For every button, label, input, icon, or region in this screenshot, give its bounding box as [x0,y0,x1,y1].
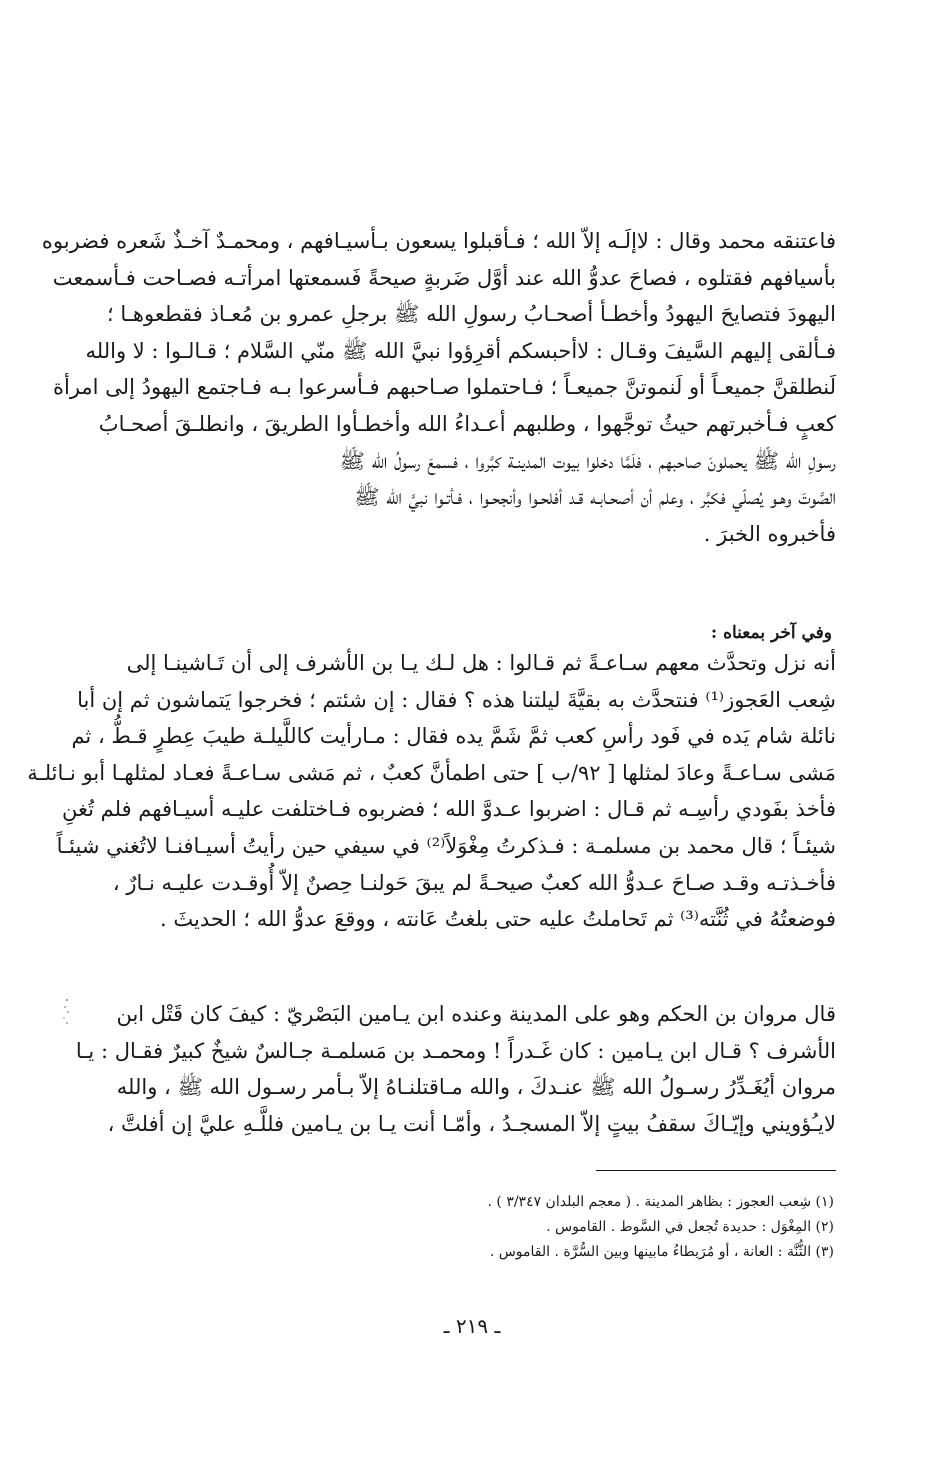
footnotes [234,1190,834,1265]
text-line: كعبٍ فـأخبرتهم حيثُ توجَّهوا ، وطلبهم أعـداءُ الله وأخطـأوا الطريقَ ، وانطلـقَ أصحـابُ [98,411,836,436]
text-line: رسولِ الله ﷺ يحملونَ صاحبهم ، فلَمَّا دخلوا بيوت المدينـة كبَّروا ، فسمعَ رسولُ الله ﷺ [339,448,836,473]
text-line: قال مروان بن الحكم وهو على المدينة وعنده ابن يـامين البَصْريّ : كيفَ كان قَتْل ابن [116,1002,836,1026]
text-line: نائلة شام يَده في فَود رأسِ كعب ثمَّ شَمَّ يده فقال : مـارأيت كاللَّيلـة طيبَ عِطرٍ قـطُّ ، ثم [71,724,836,749]
section-heading: وفي آخر بمعناه : [710,623,832,643]
footnote: (٣) الثُّنَّة : العانة ، أو مُرَيطاءُ مابينها وبين السُّرَّة . القاموس . [489,1244,834,1260]
text-line: مروان أيُغَـدِّرُ رسـولُ الله ﷺ عنـدكَ ، والله مـاقتلنـاهُ إلاّ بـأمر رسـول الله ﷺ ، والله [116,1075,836,1100]
text-line: لايـُؤويني وإيّـاكَ سقفُ بيتٍ إلاّ المسجـدُ ، وأمّـا أنت يـا بن يـامين فللَّـهِ عليَّ إن أفلتَّ ، [107,1111,836,1136]
paragraph-3 [75,996,836,1142]
text-line: شِعب العَجوز⁽¹⁾ فنتحدَّث به بقيَّةَ ليلتنا هذه ؟ فقال : إن شئتم ؛ فخرجوا يَتماشون ثم إن أبا [77,687,836,712]
text-line: لَنطلقنَّ جميعـاً أو لَنموتنَّ جميعـاً ؛ فـاحتملوا صـاحبهم فـأسرعوا بـه فـاجتمع اليهودُ إلى امرأة [53,375,836,400]
page-number: ـ ٢١٩ ـ [443,1314,501,1338]
text-line: بأسيافهم فقتلوه ، فصاحَ عدوُّ الله عند أوَّل ضَربةٍ صيحةً فَسمعتها امرأتـه فصـاحت فـأسمعت [52,265,836,290]
text-line: شيئـاً ؛ قال محمد بن مسلمـة : فـذكرتُ مِغْوَلاً⁽²⁾ في سيفي حين رأيتُ أسيـافنـا لاتُغني شيئـاً [56,833,836,858]
text-line: فاعتنقه محمد وقال : لاإلَـه إلاّ الله ؛ فـأقبلوا يسعون بـأسيـافهم ، ومحمـدٌ آخـذٌ شَعره فضربوه [41,229,836,253]
text-line: اليهودَ فتصايحَ اليهودُ وأخطـأ أصحـابُ رسولِ الله ﷺ برجلِ عمرو بن مُعـاذ فقطعوهـا ؛ [107,302,836,327]
text-line: فأخبروه الخبرَ . [703,521,836,546]
text-line: مَشى سـاعـةً وعادَ لمثلها [ ٩٢/ب ] حتى اطمأنَّ كعبٌ ، ثم مَشى سـاعـةً فعـاد لمثلهـا أبو نـائلـة [27,760,836,785]
footnote: (١) شِعب العجوز : بظاهر المدينة . ( معجم البلدان ٣/٣٤٧ ) . [487,1194,834,1210]
text-line: الصَّوتَ وهـو يُصلّي فكبَّر ، وعلم أن أصحـابـه قـد أفلحـوا وأنجحـوا ، فـأتـوا نبيَّ الله ﷺ [354,485,836,510]
text-line: فأخذ بفَودي رأسِـه ثم قـال : اضربوا عـدوَّ الله ؛ فضربوه فـاختلفت عليـه أسيـافهم فلم تُغنِ [62,797,836,822]
footnote: (٢) المِغْوَل : حديدة تُجعل في السَّوط . القاموس . [546,1219,834,1235]
text-line: فوضعتُهُ في ثُنَّته⁽³⁾ ثم تَحاملتُ عليه حتى بلغتُ عَانته ، ووقعَ عدوُّ الله ؛ الحديثَ . [160,907,836,932]
margin-speck [58,996,72,1026]
text-line: فـألقى إليهم السَّيفَ وقـال : لاأحبسكم أقرِؤوا نبيَّ الله ﷺ منّي السَّلام ؛ قـالـوا : لا والله [85,338,836,363]
text-line: الأشرف ؟ قـال ابن يـامين : كان غَـدراً ! ومحمـد بن مَسلمـة جـالسٌ شيخٌ كبيرٌ فقـال : يـا [75,1038,836,1063]
text-line: فأخـذتـه وقـد صـاحَ عـدوُّ الله كعبٌ صيحـةً لم يبقَ حَولنـا حِصنٌ إلاّ أُوقـدت عليـه نـارٌ ، [112,870,836,895]
footnote-divider [596,1170,836,1171]
paragraph-1 [41,223,836,552]
text-line: أنه نزل وتحدَّث معهم سـاعـةً ثم قـالوا : هل لـك يـا بن الأشرف إلى أن تَـاشينـا إلى [126,651,836,675]
paragraph-2 [27,645,836,938]
